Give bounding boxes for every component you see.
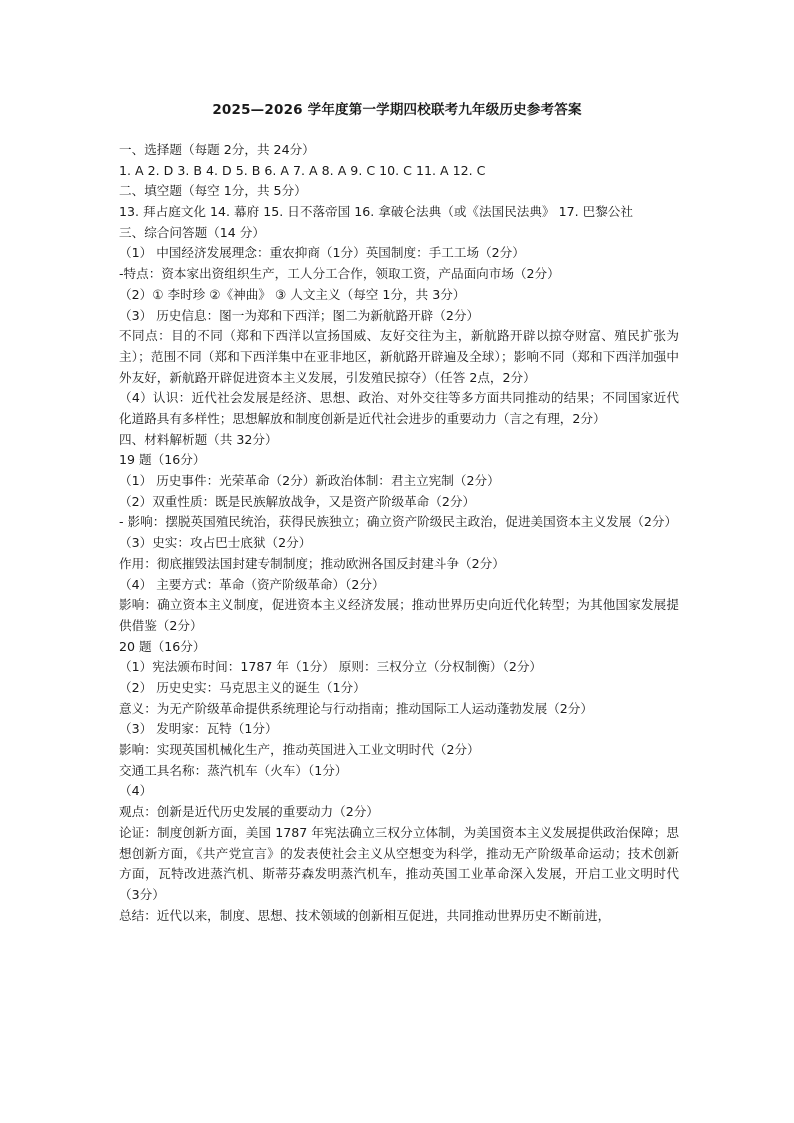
answer-line: （1） 中国经济发展理念：重农抑商（1分）英国制度：手工工场（2分）: [119, 245, 525, 261]
choice-answers: 1. A 2. D 3. B 4. D 5. B 6. A 7. A 8. A 9. C 10. C 11. A 12. C: [119, 162, 486, 178]
answer-line: -特点：资本家出资组织生产，工人分工合作，领取工资，产品面向市场（2分）: [119, 266, 560, 282]
answer-content: [119, 140, 679, 926]
answer-line: （3） 历史信息：图一为郑和下西洋；图二为新航路开辟（2分）: [119, 307, 480, 323]
question-heading-19: 19 题（16分）: [119, 452, 206, 468]
answer-line: 影响：实现英国机械化生产，推动英国进入工业文明时代（2分）: [119, 742, 480, 758]
answer-line: （2） 历史史实：马克思主义的诞生（1分）: [119, 680, 366, 696]
answer-line: 意义：为无产阶级革命提供系统理论与行动指南；推动国际工人运动蓬勃发展（2分）: [119, 700, 593, 716]
section-heading-material: 四、材料解析题（共 32分）: [119, 431, 278, 447]
answer-line: 总结：近代以来，制度、思想、技术领域的创新相互促进，共同推动世界历史不断前进，: [119, 907, 611, 923]
answer-line: （3） 发明家：瓦特（1分）: [119, 721, 278, 737]
answer-line: （4） 主要方式：革命（资产阶级革命）（2分）: [119, 576, 385, 592]
answer-line: 作用：彻底摧毁法国封建专制制度；推动欧洲各国反封建斗争（2分）: [119, 555, 505, 571]
answer-paragraph: （4）认识：近代社会发展是经济、思想、政治、对外交往等多方面共同推动的结果；不同国家近代化道路具有多样性；思想解放和制度创新是近代社会进步的重要动力（言之有理，2分）: [119, 390, 679, 427]
question-heading-20: 20 题（16分）: [119, 638, 206, 654]
answer-line: （1）宪法颁布时间：1787 年（1分） 原则：三权分立（分权制衡）（2分）: [119, 659, 543, 675]
answer-line: 交通工具名称：蒸汽机车（火车）（1分）: [119, 762, 348, 778]
answer-line: （2）① 李时珍 ②《神曲》 ③ 人文主义（每空 1分，共 3分）: [119, 286, 466, 302]
answer-line: （4）: [119, 783, 153, 799]
answer-paragraph: - 影响：摆脱英国殖民统治，获得民族独立；确立资产阶级民主政治，促进美国资本主义发展（2分）: [119, 514, 678, 530]
answer-line: （2）双重性质：既是民族解放战争，又是资产阶级革命（2分）: [119, 493, 476, 509]
answer-paragraph: 论证：制度创新方面，美国 1787 年宪法确立三权分立体制，为美国资本主义发展提供政治保障；思想创新方面，《共产党宣言》的发表使社会主义从空想变为科学，推动无产阶级革命运动；技术创新方面，瓦特改进蒸汽机、斯蒂芬森发明蒸汽机车，推动英国工业革命深入发展，开启工业文明时代（3分）: [119, 824, 679, 902]
answer-line: （1） 历史事件：光荣革命（2分）新政治体制：君主立宪制（2分）: [119, 473, 500, 489]
answer-line: 观点：创新是近代历史发展的重要动力（2分）: [119, 804, 379, 820]
answer-paragraph: 影响：确立资本主义制度，促进资本主义经济发展；推动世界历史向近代化转型；为其他国家发展提供借鉴（2分）: [119, 597, 679, 633]
section-heading-choice: 一、选择题（每题 2分，共 24分）: [119, 142, 315, 157]
answer-line: （3）史实：攻占巴士底狱（2分）: [119, 535, 312, 551]
answer-paragraph: 不同点：目的不同（郑和下西洋以宣扬国威、友好交往为主，新航路开辟以掠夺财富、殖民扩张为主）；范围不同（郑和下西洋集中在亚非地区，新航路开辟遍及全球）；影响不同（郑和下西洋加强中外友好，新航路开辟促进资本主义发展，引发殖民掠夺）（任答 2点，2分）: [119, 328, 679, 385]
document-title: 2025—2026 学年度第一学期四校联考九年级历史参考答案: [212, 102, 582, 118]
fill-answers: 13. 拜占庭文化 14. 幕府 15. 日不落帝国 16. 拿破仑法典（或《法国民法典》 17. 巴黎公社: [119, 204, 633, 220]
section-heading-comprehensive: 三、综合问答题（14 分）: [119, 224, 265, 240]
section-heading-fill: 二、填空题（每空 1分，共 5分）: [119, 183, 307, 199]
